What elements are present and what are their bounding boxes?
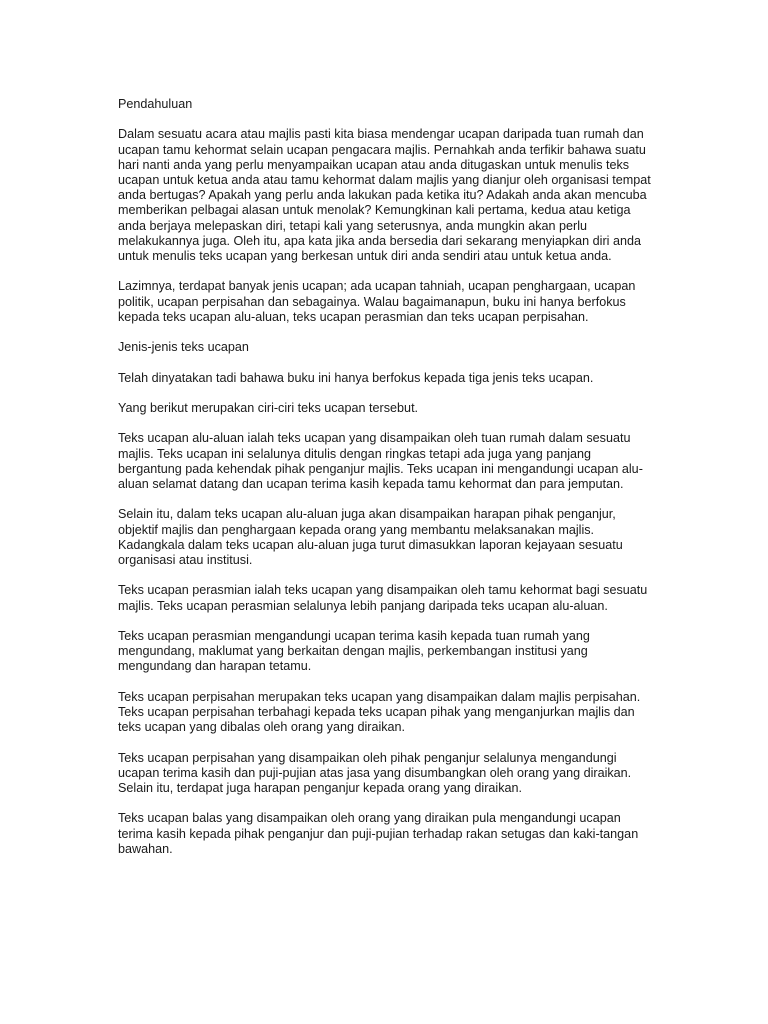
paragraph-perpisahan: Teks ucapan perpisahan merupakan teks ucapan yang disampaikan dalam majlis perpisahan. Teks ucapan perpisahan terbahagi kepada teks ucapan pihak yang menganjurkan majlis dan teks ucapan yang dibalas oleh orang yang diraikan.: [118, 689, 641, 735]
paragraph-alu-aluan-selain: Selain itu, dalam teks ucapan alu-aluan juga akan disampaikan harapan pihak penganjur, objektif majlis dan penghargaan kepada orang yang membantu melaksanakan majlis. Kadangkala dalam teks ucapan alu-aluan juga turut dimasukkan laporan kejayaan sesuatu organisasi atau institusi.: [118, 507, 623, 567]
paragraph-perasmian-isi: Teks ucapan perasmian mengandungi ucapan terima kasih kepada tuan rumah yang mengundang, maklumat yang berkaitan dengan majlis, perkembangan institusi yang mengundang dan harapan tetamu.: [118, 628, 590, 674]
paragraph-alu-aluan: Teks ucapan alu-aluan ialah teks ucapan yang disampaikan oleh tuan rumah dalam sesuatu majlis. Teks ucapan ini selalunya ditulis dengan ringkas tetapi ada juga yang panjang bergantung pada kehendak pihak penganjur majlis. Teks ucapan ini mengandungi ucapan alu-aluan selamat datang dan ucapan terima kasih kepada tamu kehormat dan para jemputan.: [118, 431, 643, 491]
paragraph-jenis-ucapan: Lazimnya, terdapat banyak jenis ucapan; ada ucapan tahniah, ucapan penghargaan, ucapan politik, ucapan perpisahan dan sebagainya. Walau bagaimanapun, buku ini hanya berfokus kepada teks ucapan alu-aluan, teks ucapan perasmian dan teks ucapan perpisahan.: [118, 279, 636, 324]
paragraph-ucapan-balas: Teks ucapan balas yang disampaikan oleh orang yang diraikan pula mengandungi ucapan terima kasih kepada pihak penganjur dan puji-pujian terhadap rakan setugas dan kaki-tangan bawahan.: [118, 811, 639, 856]
document-body: [118, 97, 658, 872]
paragraph-tiga-jenis: Telah dinyatakan tadi bahawa buku ini hanya berfokus kepada tiga jenis teks ucapan.: [118, 370, 594, 385]
paragraph-perpisahan-penganjur: Teks ucapan perpisahan yang disampaikan oleh pihak penganjur selalunya mengandungi ucapan terima kasih dan puji-pujian atas jasa yang disumbangkan oleh orang yang diraikan. Selain itu, terdapat juga harapan penganjur kepada orang yang diraikan.: [118, 750, 632, 795]
section-heading-jenis-teks: Jenis-jenis teks ucapan: [118, 340, 249, 355]
paragraph-ciri-ciri: Yang berikut merupakan ciri-ciri teks ucapan tersebut.: [118, 400, 419, 415]
paragraph-intro: Dalam sesuatu acara atau majlis pasti kita biasa mendengar ucapan daripada tuan rumah dan ucapan tamu kehormat selain ucapan pengacara majlis. Pernahkah anda terfikir bahawa suatu hari nanti anda yang perlu menyampaikan ucapan atau anda ditugaskan untuk menulis teks ucapan untuk ketua anda atau tamu kehormat dalam majlis yang dianjur oleh organisasi tempat anda bertugas? Apakah yang perlu anda lakukan pada ketika itu? Adakah anda akan mencuba memberikan pelbagai alasan untuk menolak? Kemungkinan kali pertama, kedua atau ketiga anda berjaya melepaskan diri, tetapi kali yang seterusnya, anda mungkin akan perlu melakukannya juga. Oleh itu, apa kata jika anda bersedia dari sekarang menyiapkan diri anda untuk menulis teks ucapan yang berkesan untuk diri anda sendiri atau untuk ketua anda.: [118, 127, 651, 264]
section-heading-pendahuluan: Pendahuluan: [118, 97, 193, 111]
paragraph-perasmian: Teks ucapan perasmian ialah teks ucapan yang disampaikan oleh tamu kehormat bagi sesuatu majlis. Teks ucapan perasmian selalunya lebih panjang daripada teks ucapan alu-aluan.: [118, 583, 648, 613]
